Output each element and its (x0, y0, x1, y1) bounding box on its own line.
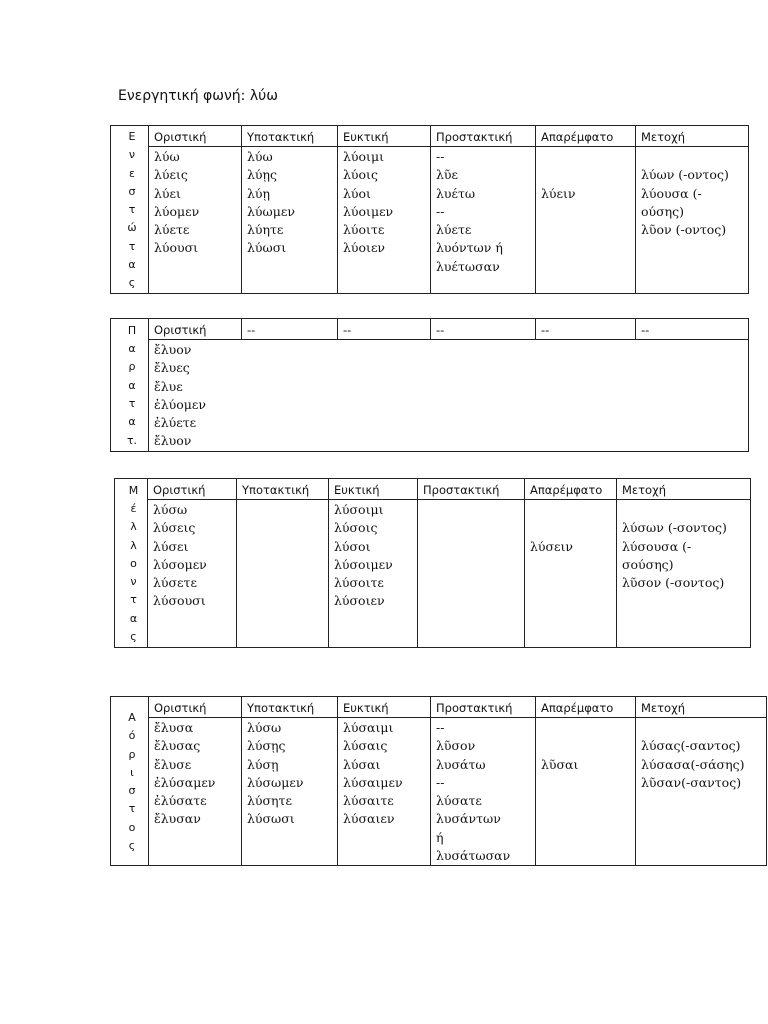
tense-letter: λ (130, 520, 137, 534)
verb-form: λυέτω (436, 185, 476, 201)
tense-letter: α (128, 378, 136, 392)
tense-letter: ρ (128, 747, 136, 761)
conjugation-table-present (110, 125, 749, 294)
header-cell: Υποτακτική (242, 126, 338, 147)
header-cell: -- (536, 319, 636, 340)
verb-form: λύσῃ (247, 756, 279, 772)
verb-form: ἔλυσε (154, 756, 192, 772)
verb-form: λύσαιμι (343, 720, 394, 735)
header-cell: Προστακτική (431, 697, 536, 718)
tense-letter: ώ (127, 221, 137, 235)
verb-form: λύω (154, 149, 180, 164)
verb-form: λυσάτωσαν (436, 848, 511, 864)
verb-form: λῦσον (436, 738, 476, 754)
form-column (617, 500, 751, 648)
verb-form: -- (436, 203, 445, 219)
verb-form (525, 501, 616, 519)
verb-form (536, 166, 635, 184)
verb-form: λύσαις (343, 738, 388, 754)
header-cell: Μετοχή (617, 479, 751, 500)
verb-form: λύσει (153, 538, 189, 554)
verb-form: λύεις (154, 167, 188, 183)
verb-form: ή (436, 829, 444, 845)
verb-form: λύουσι (154, 240, 199, 256)
verb-form: λύσατε (436, 793, 482, 809)
verb-form: λύετε (154, 222, 190, 238)
verb-form: ούσης) (641, 203, 685, 219)
conjugation-table-aorist (110, 696, 767, 866)
form-column (338, 147, 431, 294)
verb-form: λύοις (343, 167, 378, 183)
verb-form: λύσων (-σοντος) (622, 520, 727, 536)
verb-form: λύσουσα (- (622, 538, 692, 554)
header-cell: Απαρέμφατο (536, 126, 636, 147)
header-cell: Οριστική (149, 697, 242, 718)
tense-letter: ν (128, 148, 136, 162)
verb-form: λύσωμεν (247, 774, 304, 790)
verb-form: λύσητε (247, 793, 292, 809)
tense-letter: τ (130, 593, 137, 607)
verb-form: λύετε (436, 222, 472, 238)
form-column (329, 500, 418, 648)
form-column (525, 500, 617, 648)
verb-form: λύσαιεν (343, 811, 395, 827)
verb-form: λύητε (247, 222, 284, 238)
header-cell: -- (242, 319, 338, 340)
verb-form: λύοιτε (343, 222, 385, 238)
form-column (148, 500, 237, 648)
header-cell: Προστακτική (431, 126, 536, 147)
verb-form: λῦε (436, 167, 458, 183)
verb-form: λύσοιμεν (334, 556, 393, 572)
tense-letter: ε (129, 166, 135, 180)
verb-form (617, 501, 750, 519)
verb-form: λύσετε (153, 575, 197, 591)
tense-letter: Α (128, 711, 136, 724)
tense-letter: λ (130, 538, 137, 552)
header-cell: Μετοχή (636, 697, 767, 718)
tense-label-vertical (115, 479, 148, 648)
tense-letter: α (128, 342, 136, 356)
tense-letter: ς (130, 630, 137, 644)
tense-letter: τ (128, 239, 136, 253)
form-column (636, 147, 749, 294)
verb-form: λύσοιτε (334, 575, 384, 591)
verb-form: ἔλυε (154, 378, 183, 394)
header-cell: Μετοχή (636, 126, 749, 147)
tense-letter: ς (128, 276, 136, 290)
tense-label-vertical (111, 319, 149, 452)
verb-form: λύσῃς (247, 738, 286, 754)
form-column (431, 718, 536, 866)
verb-form: λύῃς (247, 167, 278, 183)
header-cell: -- (431, 319, 536, 340)
verb-form: λύῃ (247, 185, 271, 201)
verb-form: -- (436, 774, 445, 790)
form-column (149, 340, 749, 452)
tense-letter: Ε (128, 130, 136, 143)
verb-form: λυόντων ή (436, 240, 503, 256)
header-cell: Οριστική (149, 126, 242, 147)
verb-form: ἔλυσα (154, 720, 194, 735)
verb-form (536, 148, 635, 166)
verb-form: λῦον (-οντος) (641, 222, 727, 238)
conjugation-table-imperfect (110, 318, 749, 452)
verb-form: λυσάντων (436, 811, 501, 827)
tense-letter: τ. (126, 433, 138, 447)
tense-letter: Μ (128, 483, 139, 497)
tense-letter: α (128, 258, 136, 272)
tense-letter: σ (128, 184, 136, 198)
verb-form: λύσαιτε (343, 793, 394, 809)
header-cell: Οριστική (148, 479, 237, 500)
header-cell: -- (636, 319, 749, 340)
tense-label-vertical (111, 126, 149, 294)
tense-letter: ό (128, 729, 136, 743)
tense-letter: Π (127, 323, 137, 337)
verb-form: λύσειν (530, 538, 574, 554)
form-column (418, 500, 525, 648)
verb-form: λῦσον (-σοντος) (622, 575, 725, 591)
form-column (237, 500, 329, 648)
header-cell: Απαρέμφατο (525, 479, 617, 500)
verb-form: λύοιεν (343, 240, 386, 256)
verb-form: λύσας(-σαντος) (641, 738, 741, 754)
header-cell: Υποτακτική (237, 479, 329, 500)
verb-form: λύσοις (334, 520, 378, 536)
tense-letter: τ (128, 397, 136, 411)
tense-letter: ι (130, 765, 134, 779)
header-cell: Ευκτική (329, 479, 418, 500)
verb-form: λύομεν (154, 203, 200, 219)
verb-form (636, 148, 748, 166)
verb-form: -- (436, 149, 445, 164)
tense-letter: έ (130, 501, 137, 515)
verb-form: λῦσαι (541, 756, 579, 772)
verb-form: ἔλυον (154, 342, 192, 357)
verb-form (536, 737, 635, 755)
tense-label-vertical (111, 697, 149, 866)
header-cell: Ευκτική (338, 126, 431, 147)
verb-form: λῦσαν(-σαντος) (641, 774, 742, 790)
verb-form: λύοιμεν (343, 203, 394, 219)
header-cell: Οριστική (149, 319, 242, 340)
verb-form: ἔλυσας (154, 738, 201, 754)
tense-letter: ο (128, 820, 136, 834)
tense-letter: ς (128, 839, 136, 853)
tense-letter: ν (130, 575, 137, 589)
verb-form: λύσω (247, 720, 282, 735)
page-title: Ενεργητική φωνή: λύω (118, 88, 278, 104)
verb-form: λύσωσι (247, 811, 295, 827)
form-column (242, 718, 338, 866)
verb-form: λυέτωσαν (436, 258, 500, 274)
verb-form: λύσοι (334, 538, 371, 554)
verb-form (636, 719, 766, 737)
form-column (431, 147, 536, 294)
form-column (636, 718, 767, 866)
verb-form: λύουσα (- (641, 185, 702, 201)
tense-letter: τ (128, 802, 136, 816)
conjugation-table-future (114, 478, 751, 648)
verb-form: λύσοιεν (334, 593, 385, 609)
verb-form: λύσοιμι (334, 502, 384, 517)
form-column (536, 718, 636, 866)
verb-form: λύσαιμεν (343, 774, 403, 790)
tense-letter: τ (128, 203, 136, 217)
form-column (536, 147, 636, 294)
verb-form: ἐλύομεν (154, 396, 206, 412)
verb-form (525, 519, 616, 537)
verb-form: σούσης) (622, 556, 674, 572)
tense-letter: α (129, 611, 138, 625)
form-column (149, 718, 242, 866)
verb-form: ἐλύετε (154, 415, 197, 431)
verb-form: ἐλύσαμεν (154, 774, 216, 790)
verb-form: λύοι (343, 185, 371, 201)
verb-form: λύσομεν (153, 556, 207, 572)
verb-form: λύειν (541, 185, 576, 201)
tense-letter: σ (128, 784, 136, 798)
verb-form: -- (436, 720, 445, 735)
header-cell: -- (338, 319, 431, 340)
header-cell: Προστακτική (418, 479, 525, 500)
verb-form: λύσασα(-σάσης) (641, 756, 745, 772)
verb-form: ἐλύσατε (154, 793, 207, 809)
verb-form: λύσουσι (153, 593, 206, 609)
form-column (338, 718, 431, 866)
verb-form: λύωσι (247, 240, 287, 256)
tense-letter: ρ (128, 360, 136, 374)
verb-form: ἔλυσαν (154, 811, 201, 827)
verb-form: λύωμεν (247, 203, 295, 219)
form-column (242, 147, 338, 294)
tense-letter: ο (130, 556, 137, 570)
verb-form: λύει (154, 185, 181, 201)
verb-form: λύσεις (153, 520, 196, 536)
verb-form: ἔλυες (154, 360, 190, 376)
verb-form: ἔλυον (154, 433, 192, 449)
tense-letter: α (128, 415, 136, 429)
header-cell: Υποτακτική (242, 697, 338, 718)
verb-form: λύων (-οντος) (641, 167, 729, 183)
verb-form: λύσαι (343, 756, 381, 772)
verb-form: λύοιμι (343, 149, 384, 164)
verb-form: λύω (247, 149, 273, 164)
header-cell: Ευκτική (338, 697, 431, 718)
verb-form: λύσω (153, 502, 188, 517)
form-column (149, 147, 242, 294)
header-cell: Απαρέμφατο (536, 697, 636, 718)
verb-form (536, 719, 635, 737)
verb-form: λυσάτω (436, 756, 486, 772)
